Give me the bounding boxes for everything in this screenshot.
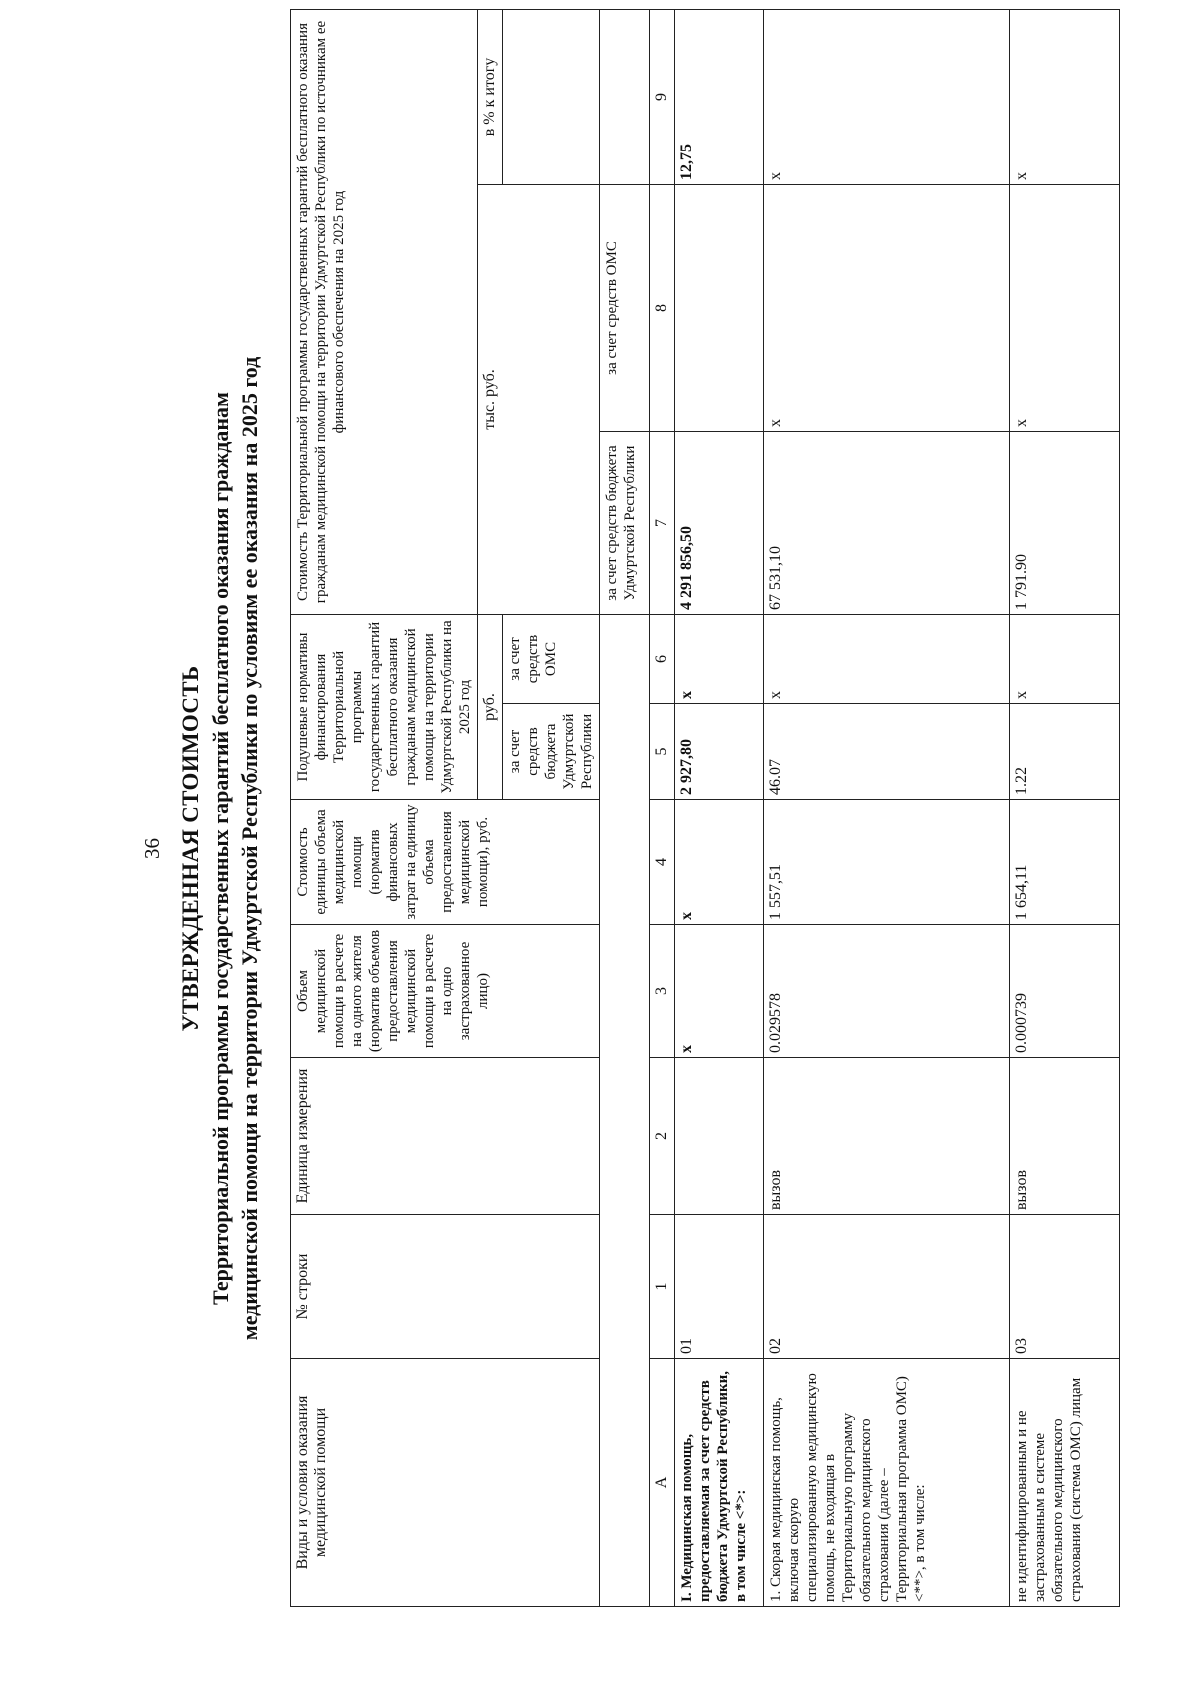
- row-volume: х: [675, 925, 763, 1058]
- cost-table: [290, 9, 1120, 1607]
- column-number-5: 5: [650, 704, 675, 800]
- document-title: УТВЕРЖДЕННАЯ СТОИМОСТЬ: [178, 665, 203, 1032]
- row-cost-budget: 67 531,10: [763, 432, 1009, 615]
- row-unit-cost: 1 557,51: [763, 800, 1009, 925]
- table-row: [675, 9, 763, 1606]
- row-percent: х: [763, 9, 1009, 184]
- header-per-capita-budget: за счет средств бюджета Удмуртской Республики: [503, 704, 600, 800]
- subtitle-line-2: медицинской помощи на территории Удмуртской Республики по условиям ее оказания на 2025 год: [237, 356, 262, 1341]
- header-unit-thousand-rub: тыс. руб.: [478, 185, 600, 615]
- column-number-1: 1: [650, 1215, 675, 1359]
- header-sub-spacer: [600, 615, 650, 1607]
- header-cost-blank: [600, 9, 650, 184]
- header-row-number: № строки: [291, 1215, 600, 1359]
- row-description: 1. Скорая медицинская помощь, включая скорую специализированную медицинскую помощь, не входящая в Территориальную программу обязательного медицинского страхования (далее – Территориальная программа ОМС) <**>, в том числе:: [763, 1359, 1009, 1607]
- row-per-capita-oms: х: [1009, 615, 1119, 704]
- header-volume: Объем медицинской помощи в расчете на одного жителя (норматив объемов предоставления медицинской помощи в расчете на одно застрахованное лицо): [291, 925, 600, 1058]
- row-number: 01: [675, 1215, 763, 1359]
- row-description: не идентифицированным и не застрахованным в системе обязательного медицинского страхования (система ОМС) лицам: [1009, 1359, 1119, 1607]
- column-number-7: 7: [650, 432, 675, 615]
- subtitle-line-1: Территориальной программы государственных гарантий бесплатного оказания гражданам: [208, 392, 233, 1305]
- row-per-capita-budget: 46.07: [763, 704, 1009, 800]
- row-unit: вызов: [1009, 1058, 1119, 1215]
- header-cost-oms: за счет средств ОМС: [600, 185, 650, 432]
- row-per-capita-budget: 1.22: [1009, 704, 1119, 800]
- row-per-capita-budget: 2 927,80: [675, 704, 763, 800]
- column-number-3: 3: [650, 925, 675, 1058]
- row-percent: 12,75: [675, 9, 763, 184]
- header-program-cost-group: Стоимость Территориальной программы государственных гарантий бесплатного оказания гражданам медицинской помощи на территории Удмуртской Республики по источникам ее финансового обеспечения на 2025 год: [291, 9, 478, 614]
- header-percent-blank: [503, 9, 600, 184]
- column-number-9: 9: [650, 9, 675, 184]
- row-cost-oms: х: [763, 185, 1009, 432]
- row-per-capita-oms: х: [675, 615, 763, 704]
- row-volume: 0.029578: [763, 925, 1009, 1058]
- row-description: I. Медицинская помощь, предоставляемая за счет средств бюджета Удмуртской Республики, в том числе <*>:: [675, 1359, 763, 1607]
- table-row: [1009, 9, 1119, 1606]
- row-number: 02: [763, 1215, 1009, 1359]
- header-per-capita-oms: за счет средств ОМС: [503, 615, 600, 704]
- header-unit-rub: руб.: [478, 615, 503, 800]
- row-unit: вызов: [763, 1058, 1009, 1215]
- column-number-6: 6: [650, 615, 675, 704]
- row-cost-oms: [675, 185, 763, 432]
- header-types-conditions: Виды и условия оказания медицинской помощи: [291, 1359, 600, 1607]
- row-cost-budget: 1 791.90: [1009, 432, 1119, 615]
- row-volume: 0.000739: [1009, 925, 1119, 1058]
- row-cost-oms: х: [1009, 185, 1119, 432]
- column-number-8: 8: [650, 185, 675, 432]
- row-unit-cost: 1 654,11: [1009, 800, 1119, 925]
- column-number-4: 4: [650, 800, 675, 925]
- page-number: 36: [140, 838, 164, 859]
- row-unit-cost: х: [675, 800, 763, 925]
- header-unit-cost: Стоимость единицы объема медицинской помощи (норматив финансовых затрат на единицу объема предоставления медицинской помощи), руб.: [291, 800, 600, 925]
- header-cost-budget: за счет средств бюджета Удмуртской Республики: [600, 432, 650, 615]
- column-number-a: А: [650, 1359, 675, 1607]
- row-per-capita-oms: х: [763, 615, 1009, 704]
- header-unit: Единица измерения: [291, 1058, 600, 1215]
- row-cost-budget: 4 291 856,50: [675, 432, 763, 615]
- row-unit: [675, 1058, 763, 1215]
- table-row: [763, 9, 1009, 1606]
- header-percent: в % к итогу: [478, 9, 503, 184]
- header-per-capita-group: Подушевые нормативы финансирования Территориальной программы государственных гарантий бесплатного оказания гражданам медицинской помощи на территории Удмуртской Республики на 2025 год: [291, 615, 478, 800]
- row-percent: х: [1009, 9, 1119, 184]
- document-subtitle: [206, 0, 264, 1697]
- row-number: 03: [1009, 1215, 1119, 1359]
- column-number-2: 2: [650, 1058, 675, 1215]
